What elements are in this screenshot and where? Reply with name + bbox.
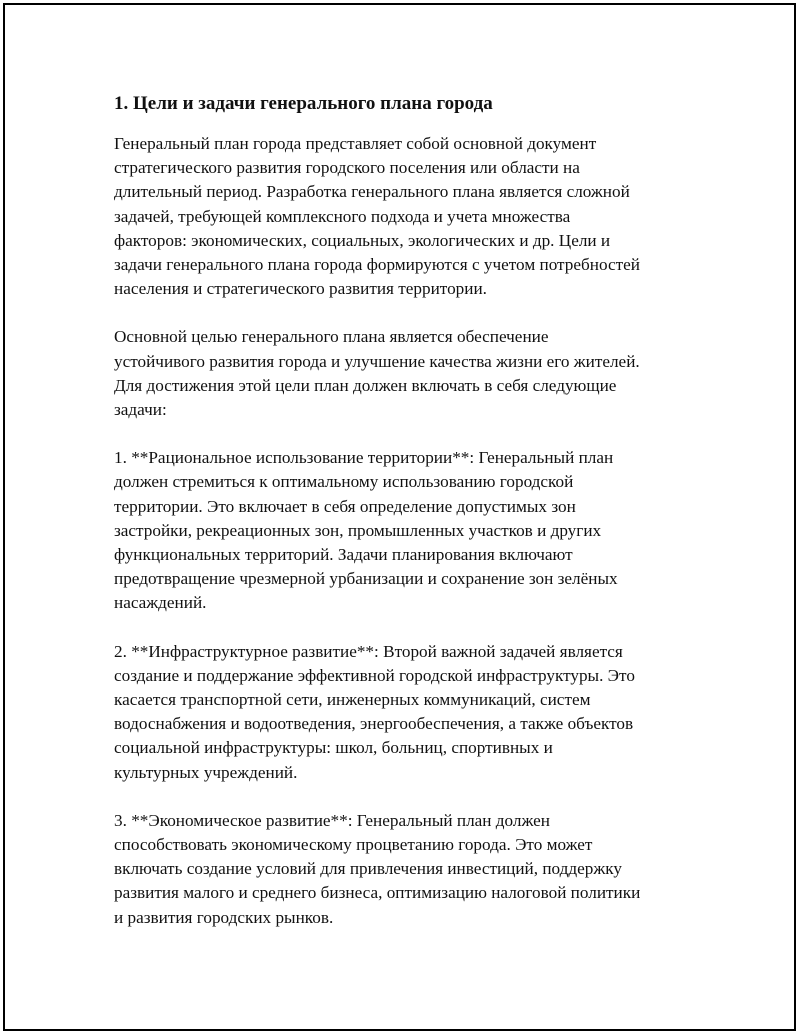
paragraph-task-land-use <box>114 446 694 615</box>
text-line: должен стремиться к оптимальному использованию городской <box>114 472 574 492</box>
text-line: Генеральный план города представляет собой основной документ <box>114 134 597 153</box>
text-line: касается транспортной сети, инженерных коммуникаций, систем <box>114 690 591 710</box>
text-line: предотвращение чрезмерной урбанизации и сохранение зон зелёных <box>114 569 618 589</box>
text-line: населения и стратегического развития территории. <box>114 279 487 299</box>
text-line: 2. **Инфраструктурное развитие**: Второй важной задачей является <box>114 641 623 661</box>
text-line: функциональных территорий. Задачи планирования включают <box>114 545 573 565</box>
paragraph-task-economy <box>114 809 694 930</box>
text-line: задачи: <box>114 400 167 420</box>
text-line: насаждений. <box>114 593 207 613</box>
text-line: застройки, рекреационных зон, промышленных участков и других <box>114 520 602 540</box>
text-line: Для достижения этой цели план должен включать в себя следующие <box>114 375 617 395</box>
text-line: включать создание условий для привлечения инвестиций, поддержку <box>114 859 622 879</box>
paragraph-task-infrastructure <box>114 640 694 785</box>
paragraph-main-goal <box>114 325 694 422</box>
text-line: задачи генерального плана города формируются с учетом потребностей <box>114 255 640 275</box>
text-line: Основной целью генерального плана является обеспечение <box>114 327 549 347</box>
text-line: 3. **Экономическое развитие**: Генеральный план должен <box>114 810 550 830</box>
text-line: длительный период. Разработка генерального плана является сложной <box>114 182 630 202</box>
text-line: задачей, требующей комплексного подхода и учета множества <box>114 206 571 226</box>
text-line: способствовать экономическому процветанию города. Это может <box>114 835 593 855</box>
text-line: территории. Это включает в себя определение допустимых зон <box>114 496 576 516</box>
text-line: стратегического развития городского поселения или области на <box>114 158 580 178</box>
text-line: создание и поддержание эффективной городской инфраструктуры. Это <box>114 665 635 685</box>
text-line: развития малого и среднего бизнеса, оптимизацию налоговой политики <box>114 883 641 903</box>
section-heading: 1. Цели и задачи генерального плана города <box>114 93 493 114</box>
text-line: культурных учреждений. <box>114 762 298 782</box>
document-body <box>114 92 694 954</box>
text-line: социальной инфраструктуры: школ, больниц, спортивных и <box>114 738 553 758</box>
text-line: 1. **Рациональное использование территории**: Генеральный план <box>114 448 614 468</box>
text-line: и развития городских рынков. <box>114 907 334 927</box>
text-line: водоснабжения и водоотведения, энергообеспечения, а также объектов <box>114 714 634 734</box>
text-line: факторов: экономических, социальных, экологических и др. Цели и <box>114 230 611 250</box>
paragraph-intro <box>114 132 694 301</box>
text-line: устойчивого развития города и улучшение качества жизни его жителей. <box>114 351 640 371</box>
